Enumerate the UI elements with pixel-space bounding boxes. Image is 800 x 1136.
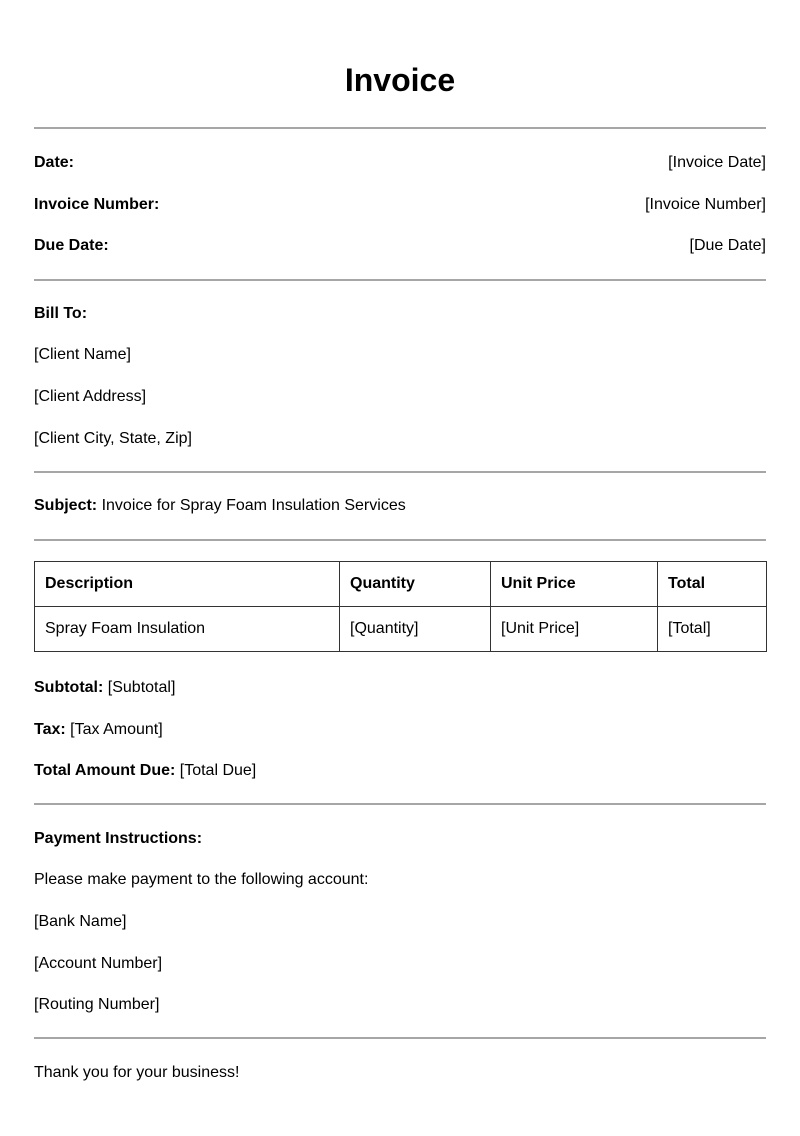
cell-total: [Total] [658, 607, 767, 652]
due-date-value: [Due Date] [689, 237, 766, 254]
bill-to-label: Bill To: [34, 305, 88, 322]
due-date-row [34, 236, 766, 256]
subject-text: Invoice for Spray Foam Insulation Services [101, 497, 406, 514]
divider [34, 803, 766, 805]
date-value: [Invoice Date] [668, 154, 766, 171]
tax-label: Tax: [34, 721, 66, 738]
cell-description: Spray Foam Insulation [35, 607, 340, 652]
subject-line [34, 496, 406, 516]
total-due-value: [Total Due] [179, 762, 257, 779]
cell-quantity: [Quantity] [340, 607, 491, 652]
tax-line [34, 720, 163, 740]
header-unit-price: Unit Price [491, 562, 658, 607]
payment-heading: Payment Instructions: [34, 830, 203, 847]
date-row [34, 153, 766, 173]
subtotal-value: [Subtotal] [107, 679, 176, 696]
routing-number: [Routing Number] [34, 996, 160, 1013]
divider [34, 127, 766, 129]
total-due-label: Total Amount Due: [34, 762, 176, 779]
table-row [35, 607, 767, 652]
divider [34, 471, 766, 473]
client-address: [Client Address] [34, 388, 147, 405]
payment-intro: Please make payment to the following account: [34, 871, 369, 888]
divider [34, 539, 766, 541]
header-quantity: Quantity [340, 562, 491, 607]
total-due-line [34, 761, 256, 781]
divider [34, 279, 766, 281]
line-items-table [34, 561, 767, 652]
client-city: [Client City, State, Zip] [34, 430, 192, 447]
invoice-number-row [34, 195, 766, 215]
invoice-number-label: Invoice Number: [34, 196, 160, 213]
bank-name: [Bank Name] [34, 913, 127, 930]
divider [34, 1037, 766, 1039]
closing-message: Thank you for your business! [34, 1064, 240, 1081]
subtotal-label: Subtotal: [34, 679, 104, 696]
client-name: [Client Name] [34, 346, 131, 363]
subject-label: Subject: [34, 497, 98, 514]
header-description: Description [35, 562, 340, 607]
due-date-label: Due Date: [34, 237, 109, 254]
table-header-row [35, 562, 767, 607]
invoice-title: Invoice [344, 62, 456, 98]
date-label: Date: [34, 154, 75, 171]
invoice-number-value: [Invoice Number] [645, 196, 766, 213]
tax-value: [Tax Amount] [70, 721, 163, 738]
subtotal-line [34, 678, 175, 698]
account-number: [Account Number] [34, 955, 163, 972]
cell-unit-price: [Unit Price] [491, 607, 658, 652]
header-total: Total [658, 562, 767, 607]
